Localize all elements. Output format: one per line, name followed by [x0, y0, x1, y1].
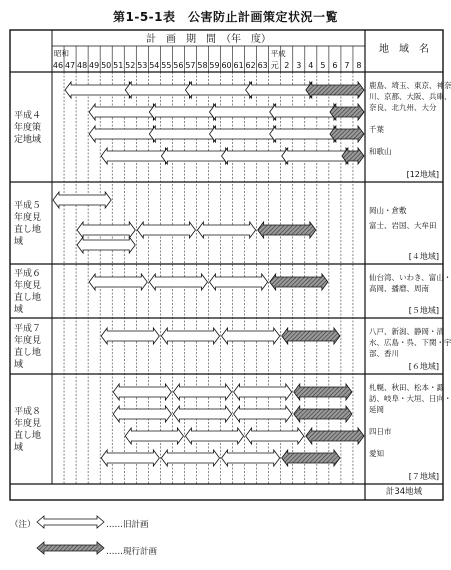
group-label: 直し地: [14, 293, 42, 303]
year-label: 5: [320, 61, 326, 70]
year-label: 55: [161, 61, 172, 70]
old-plan-bar: [89, 274, 147, 290]
group-label: 平成４: [14, 111, 42, 121]
group-label: 年度見: [14, 336, 42, 346]
old-plan-bar: [161, 450, 219, 466]
year-label: 2: [284, 61, 290, 70]
region-name: 仙台湾、いわき、富山・: [369, 273, 451, 282]
region-name: 川、京都、大阪、兵庫、: [369, 92, 451, 101]
region-name: 水、広島・呉、下関・宇: [369, 338, 451, 347]
region-name: 高岡、播磨、周南: [369, 284, 429, 293]
region-name: 札幌、秋田、松本・諏: [369, 383, 444, 392]
year-label: 52: [125, 61, 136, 70]
group-label: 平成５: [14, 201, 42, 211]
year-label: 58: [197, 61, 208, 70]
region-name: 部、香川: [369, 349, 399, 358]
year-label: 62: [245, 61, 256, 70]
current-plan-bar: [270, 274, 328, 290]
year-label: 53: [137, 61, 148, 70]
region-name: 愛知: [369, 449, 384, 458]
group-label: 域: [14, 237, 24, 247]
year-label: 3: [296, 61, 302, 70]
year-label: 61: [233, 61, 244, 70]
year-label: 8: [356, 61, 362, 70]
year-label: 48: [77, 61, 88, 70]
group-label: 平成７: [14, 324, 42, 334]
year-label: 6: [332, 61, 338, 70]
group-label: 直し地: [14, 225, 42, 235]
period-label: 計 画 期 間 （年 度）: [146, 34, 271, 45]
group-label: 年度見: [14, 281, 42, 291]
current-plan-bar: [330, 104, 364, 120]
showa-label: 昭和: [54, 49, 69, 58]
group-total: [12地域]: [406, 170, 439, 179]
region-name: 延岡: [369, 405, 384, 414]
group-label: 年度見: [14, 419, 42, 429]
group-total: [６地域]: [408, 362, 439, 371]
year-label: 50: [101, 61, 112, 70]
old-plan-bar: [101, 450, 159, 466]
old-plan-bar: [222, 450, 280, 466]
region-name: 訪、岐阜・大垣、日向・: [369, 394, 451, 403]
current-plan-bar: [258, 222, 316, 238]
year-label: 59: [209, 61, 220, 70]
group-total: [４地域]: [408, 252, 439, 261]
region-name: 千葉: [369, 125, 384, 134]
group-label: 域: [14, 305, 24, 315]
group-total: [７地域]: [408, 472, 439, 481]
current-plan-bar: [306, 428, 364, 444]
region-name: 岡山・倉敷: [369, 206, 407, 215]
year-label: 57: [185, 61, 196, 70]
old-plan-bar: [161, 328, 219, 344]
region-name: 奈良、北九州、大分: [369, 103, 437, 112]
group-label: 直し地: [14, 348, 42, 358]
group-label: 直し地: [14, 431, 42, 441]
region-name: 和歌山: [369, 147, 392, 156]
year-label: 47: [64, 61, 76, 70]
old-plan-bar: [234, 384, 292, 400]
group-label: 平成８: [14, 407, 42, 417]
old-plan-bar: [234, 406, 292, 422]
year-label: 46: [52, 61, 64, 70]
current-plan-bar: [282, 328, 340, 344]
current-plan-bar: [294, 384, 352, 400]
year-label: 7: [344, 61, 350, 70]
group-label: 平成６: [14, 269, 42, 279]
old-plan-bar: [53, 192, 111, 208]
old-plan-bar: [246, 428, 304, 444]
legend-note: （注）: [10, 520, 36, 530]
old-plan-bar: [173, 384, 231, 400]
heisei-label: 平成: [270, 49, 286, 58]
current-plan-bar: [294, 406, 352, 422]
year-label: 4: [308, 61, 314, 70]
old-plan-bar: [101, 328, 159, 344]
year-label: 56: [173, 61, 184, 70]
year-label: 元: [270, 61, 279, 70]
old-plan-bar: [113, 406, 171, 422]
old-plan-bar: [149, 274, 207, 290]
old-plan-bar: [77, 237, 135, 253]
group-total: [５地域]: [408, 306, 439, 315]
legend-old-label: ……旧計画: [106, 520, 149, 530]
region-label: 地 域 名: [379, 44, 429, 55]
year-label: 63: [257, 61, 268, 70]
old-plan-bar: [113, 384, 171, 400]
old-plan-bar: [210, 274, 268, 290]
old-plan-bar: [125, 428, 183, 444]
region-name: 四日市: [369, 427, 392, 436]
current-plan-bar: [330, 126, 364, 142]
group-label: 年度策: [14, 123, 42, 133]
year-label: 49: [89, 61, 100, 70]
region-name: 富士、岩国、大牟田: [369, 221, 437, 230]
year-label: 54: [149, 61, 160, 70]
old-plan-bar: [173, 406, 231, 422]
old-plan-bar: [77, 222, 135, 238]
group-label: 年度見: [14, 213, 42, 223]
group-label: 域: [14, 360, 24, 370]
region-name: 八戸、新潟、静岡・清: [369, 327, 444, 336]
region-name: 鹿島、埼玉、東京、神奈: [369, 81, 451, 90]
current-plan-bar: [282, 450, 340, 466]
year-label: 51: [113, 61, 124, 70]
old-plan-bar: [222, 328, 280, 344]
year-label: 60: [221, 61, 232, 70]
old-plan-bar: [137, 222, 195, 238]
old-plan-bar: [197, 222, 255, 238]
group-label: 域: [14, 443, 24, 453]
old-plan-bar: [185, 428, 243, 444]
legend-current-label: ……現行計画: [106, 547, 158, 557]
group-label: 定地域: [14, 135, 42, 145]
page-title: 第1-5-1表 公害防止計画策定状況一覧: [112, 10, 338, 24]
current-plan-bar: [306, 82, 364, 98]
grand-total: 計34地域: [385, 487, 423, 497]
